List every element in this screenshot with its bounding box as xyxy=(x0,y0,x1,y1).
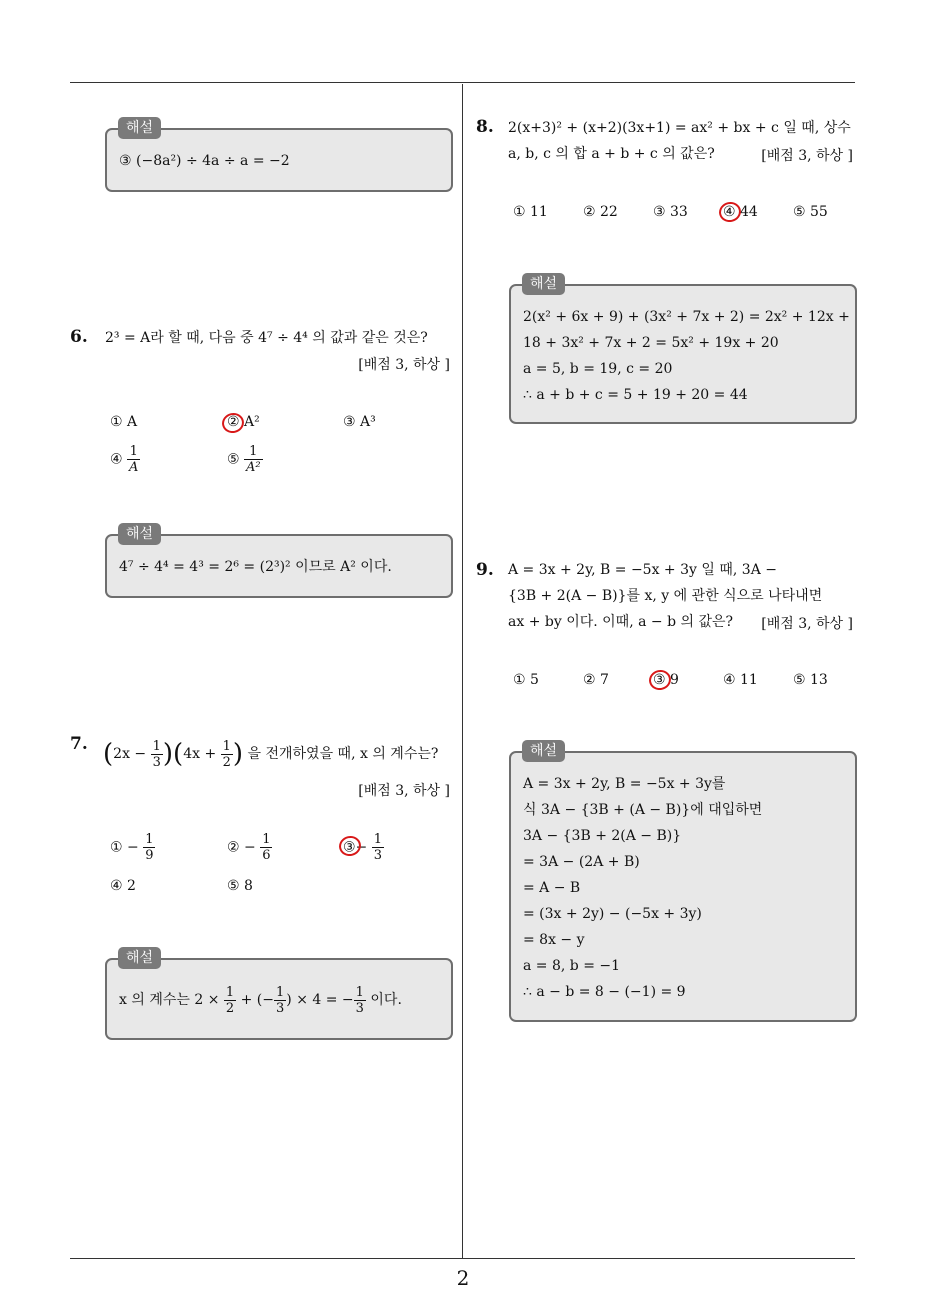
fraction xyxy=(127,444,140,475)
option-2: ② A² xyxy=(227,414,260,430)
solution-part: x 의 계수는 2 × xyxy=(119,992,220,1008)
fraction-numerator: 1 xyxy=(222,738,231,754)
solution-line: 4⁷ ÷ 4⁴ = 4³ = 2⁶ = (2³)² 이므로 A² 이다. xyxy=(119,559,392,575)
option-4: ④ 2 xyxy=(110,878,136,894)
option-1: ① 11 xyxy=(513,204,548,220)
option-5: ⑤ 13 xyxy=(793,672,828,688)
solution-tag: 해설 xyxy=(522,740,565,762)
fraction-denominator: A xyxy=(129,460,139,475)
solution-line: 식 3A − {3B + (A − B)}에 대입하면 xyxy=(523,802,763,818)
fraction-numerator: 1 xyxy=(225,984,235,1000)
solution-tag: 해설 xyxy=(522,273,565,295)
option-1: ① 5 xyxy=(513,672,539,688)
question-text-line-1: 2(x+3)² + (x+2)(3x+1) = ax² + bx + c 일 때, 상수 xyxy=(508,120,851,136)
question-text-line-3: ax + by 이다. 이때, a − b 의 값은? xyxy=(508,614,734,630)
option-5 xyxy=(227,444,263,475)
solution-box-q8 xyxy=(509,284,857,424)
option-3: ③ A³ xyxy=(343,414,376,430)
fraction-denominator: 2 xyxy=(222,754,231,770)
option-marker: ⑤ xyxy=(227,451,240,468)
column-divider xyxy=(462,84,463,1258)
paren-open: ( xyxy=(173,739,184,769)
fraction-denominator: 3 xyxy=(355,1000,364,1016)
solution-tag: 해설 xyxy=(118,947,161,969)
question-text-line-2: {3B + 2(A − B)}를 x, y 에 관한 식으로 나타내면 xyxy=(508,588,823,604)
expr-part: 4x + xyxy=(183,746,217,762)
solution-part: + (− xyxy=(240,992,274,1008)
solution-box-q7 xyxy=(105,958,453,1040)
fraction-denominator: A² xyxy=(246,460,261,475)
solution-line: 3A − {3B + 2(A − B)} xyxy=(523,828,682,844)
option-4 xyxy=(110,444,140,475)
option-marker: ③− xyxy=(343,839,368,856)
fraction-numerator: 1 xyxy=(262,832,271,847)
option-1: ① A xyxy=(110,414,138,430)
option-5: ⑤ 55 xyxy=(793,204,828,220)
fraction-denominator: 3 xyxy=(152,754,161,770)
fraction-denominator: 9 xyxy=(145,848,154,863)
fraction-numerator: 1 xyxy=(355,984,364,1000)
fraction-numerator: 1 xyxy=(276,984,285,1000)
fraction-numerator: 1 xyxy=(145,832,154,847)
solution-line: ③ (−8a²) ÷ 4a ÷ a = −2 xyxy=(119,153,290,169)
question-text-line-1: A = 3x + 2y, B = −5x + 3y 일 때, 3A − xyxy=(508,562,777,578)
solution-line: ∴ a + b + c = 5 + 19 + 20 = 44 xyxy=(523,387,748,403)
solution-part: ) × 4 = − xyxy=(286,992,354,1008)
fraction-numerator: 1 xyxy=(373,832,383,847)
question-meta: [배점 3, 하상 ] xyxy=(761,148,853,164)
fraction xyxy=(143,832,155,863)
solution-part: 이다. xyxy=(370,992,402,1008)
question-number: 8. xyxy=(476,117,494,137)
option-marker: ④ xyxy=(110,451,123,468)
solution-line: = (3x + 2y) − (−5x + 3y) xyxy=(523,906,702,922)
paren-close: ) xyxy=(162,739,174,769)
fraction-denominator: 3 xyxy=(276,1000,285,1016)
bottom-rule xyxy=(70,1258,855,1259)
fraction-numerator: 1 xyxy=(152,738,161,754)
fraction xyxy=(221,739,233,770)
solution-line: 18 + 3x² + 7x + 2 = 5x² + 19x + 20 xyxy=(523,335,779,351)
option-marker: ② − xyxy=(227,839,256,856)
question-text: 2³ = A라 할 때, 다음 중 4⁷ ÷ 4⁴ 의 값과 같은 것은? xyxy=(105,330,428,346)
solution-line: = A − B xyxy=(523,880,581,896)
page-number: 2 xyxy=(456,1266,470,1290)
question-text-tail: 을 전개하였을 때, x 의 계수는? xyxy=(247,746,439,762)
solution-line: 2(x² + 6x + 9) + (3x² + 7x + 2) = 2x² + 12x + xyxy=(523,309,850,325)
question-meta: [배점 3, 하상 ] xyxy=(358,357,450,373)
question-text xyxy=(103,734,463,774)
fraction-numerator: 1 xyxy=(244,444,263,460)
expr-part: 2x − xyxy=(113,746,147,762)
question-number: 7. xyxy=(70,734,88,754)
solution-line: a = 5, b = 19, c = 20 xyxy=(523,361,673,377)
option-2: ② 7 xyxy=(583,672,609,688)
solution-box-q9 xyxy=(509,751,857,1022)
question-meta: [배점 3, 하상 ] xyxy=(761,616,853,632)
option-4: ④ 11 xyxy=(723,672,758,688)
question-number: 6. xyxy=(70,327,88,347)
fraction xyxy=(224,985,236,1016)
solution-line: A = 3x + 2y, B = −5x + 3y를 xyxy=(523,776,726,792)
question-text-line-2: a, b, c 의 합 a + b + c 의 값은? xyxy=(508,146,715,162)
option-marker: ① − xyxy=(110,839,139,856)
fraction-denominator: 3 xyxy=(373,848,383,863)
fraction-denominator: 2 xyxy=(225,1000,235,1016)
option-2 xyxy=(227,832,272,863)
fraction-denominator: 6 xyxy=(262,848,271,863)
option-1 xyxy=(110,832,155,863)
option-3: ③ 33 xyxy=(653,204,688,220)
solution-line: ∴ a − b = 8 − (−1) = 9 xyxy=(523,984,686,1000)
solution-line: a = 8, b = −1 xyxy=(523,958,621,974)
solution-line xyxy=(119,980,402,1020)
option-5: ⑤ 8 xyxy=(227,878,253,894)
question-number: 9. xyxy=(476,560,494,580)
fraction-numerator: 1 xyxy=(127,444,140,460)
solution-tag: 해설 xyxy=(118,523,161,545)
option-4: ④ 44 xyxy=(723,204,758,220)
paren-close: ) xyxy=(232,739,244,769)
fraction xyxy=(244,444,263,475)
option-2: ② 22 xyxy=(583,204,618,220)
fraction xyxy=(354,985,366,1016)
solution-line: = 3A − (2A + B) xyxy=(523,854,640,870)
option-3: ③ 9 xyxy=(653,672,679,688)
fraction xyxy=(260,832,272,863)
fraction xyxy=(372,832,384,863)
question-meta: [배점 3, 하상 ] xyxy=(358,783,450,799)
fraction xyxy=(151,739,163,770)
fraction xyxy=(274,985,286,1016)
paren-open: ( xyxy=(103,739,114,769)
solution-line: = 8x − y xyxy=(523,932,585,948)
top-rule xyxy=(70,82,855,83)
solution-tag: 해설 xyxy=(118,117,161,139)
